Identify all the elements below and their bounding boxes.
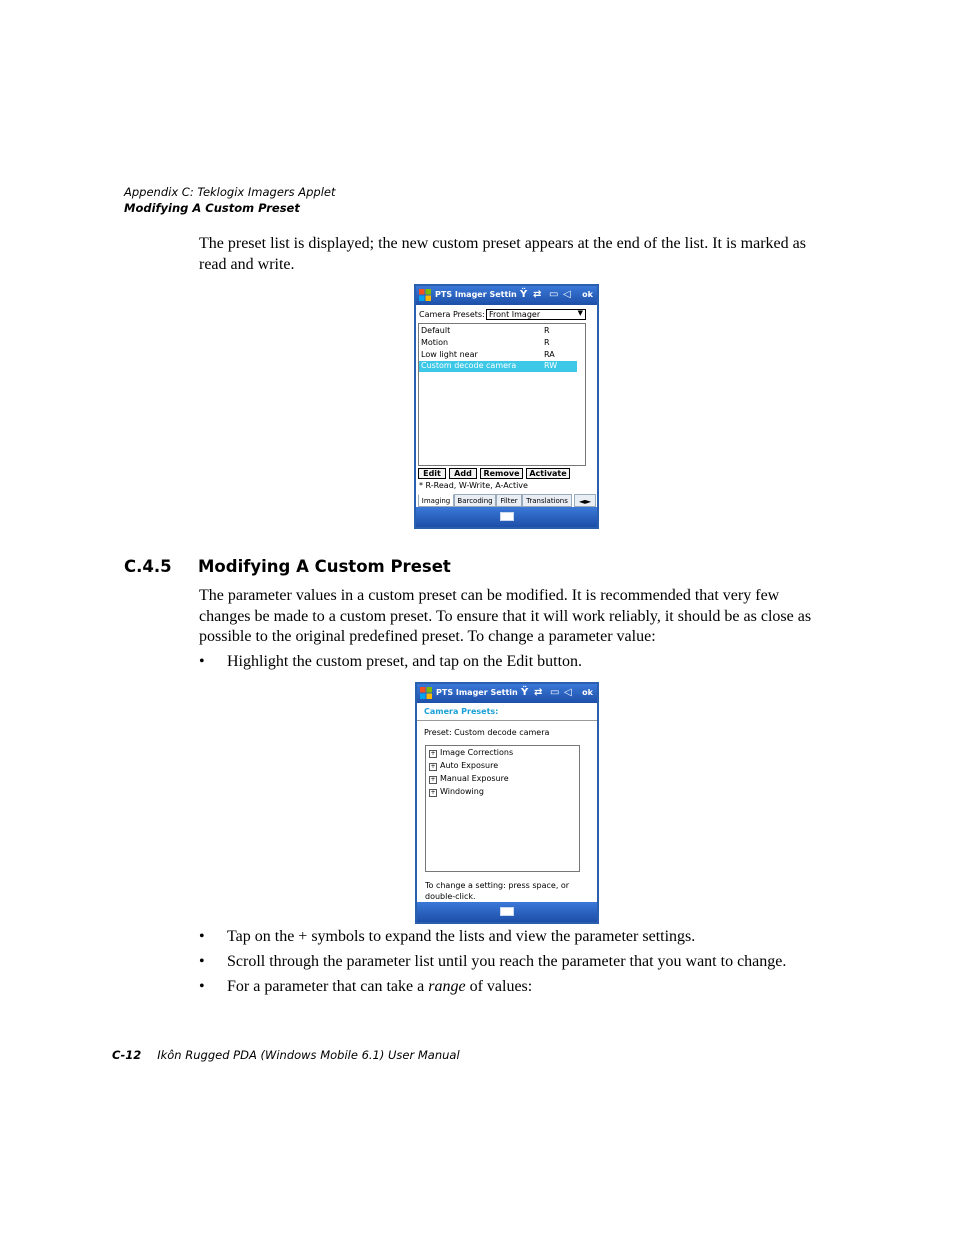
preset-mode: R xyxy=(544,326,550,335)
tree-item[interactable] xyxy=(429,774,509,784)
bullet-dot: • xyxy=(199,953,205,970)
edit-button[interactable]: Edit xyxy=(418,468,446,479)
dropdown-value: Front Imager xyxy=(489,310,541,319)
section-heading xyxy=(124,557,451,576)
list-item[interactable] xyxy=(419,338,577,349)
bullet-text-italic: range xyxy=(428,978,466,995)
chevron-down-icon[interactable]: ▼ xyxy=(577,309,583,317)
app-title: PTS Imager Settin xyxy=(435,290,517,299)
menu-bar xyxy=(416,507,597,527)
preset-list-screen xyxy=(414,284,599,529)
edit-preset-screen xyxy=(415,682,599,924)
tree-item[interactable] xyxy=(429,748,513,758)
volume-icon[interactable]: ◁ xyxy=(564,687,572,698)
preset-name: Default xyxy=(421,326,451,335)
battery-icon: ▭ xyxy=(550,687,560,698)
preset-name: Low light near xyxy=(421,350,478,359)
expand-plus-icon[interactable]: + xyxy=(430,776,436,783)
hint-line-2: double-click. xyxy=(425,892,476,901)
list-item[interactable] xyxy=(419,350,577,361)
volume-icon[interactable]: ◁ xyxy=(563,289,571,300)
running-header-chapter: Appendix C: Teklogix Imagers Applet xyxy=(124,185,336,199)
signal-icon: Ÿ xyxy=(521,687,529,698)
title-bar xyxy=(417,684,597,703)
expand-plus-icon[interactable]: + xyxy=(430,789,436,796)
add-button[interactable]: Add xyxy=(449,468,477,479)
tab-translations[interactable]: Translations xyxy=(522,494,572,507)
tree-item-label: Auto Exposure xyxy=(440,761,499,770)
preset-line: Preset: Custom decode camera xyxy=(424,728,550,737)
intro-paragraph: The preset list is displayed; the new custom preset appears at the end of the list. It is marked as read and write. xyxy=(199,235,806,273)
preset-mode: RA xyxy=(544,350,555,359)
preset-mode: R xyxy=(544,338,550,347)
page-footer xyxy=(112,1048,460,1062)
ok-button[interactable]: ok xyxy=(582,688,593,697)
preset-mode: RW xyxy=(544,361,558,370)
list-item[interactable] xyxy=(419,326,577,337)
tree-item-label: Image Corrections xyxy=(440,748,514,757)
bullet-text: Highlight the custom preset, and tap on the Edit button. xyxy=(227,653,583,670)
battery-icon: ▭ xyxy=(549,289,559,300)
preset-name: Custom decode camera xyxy=(421,361,517,370)
section-number: C.4.5 xyxy=(124,557,172,576)
bullet-dot: • xyxy=(199,653,205,670)
screen-heading: Camera Presets: xyxy=(424,707,499,716)
tab-barcoding[interactable]: Barcoding xyxy=(454,494,496,507)
keyboard-icon[interactable] xyxy=(500,907,514,916)
app-title: PTS Imager Settin xyxy=(436,688,518,697)
keyboard-icon[interactable] xyxy=(500,512,514,521)
section-paragraph: The parameter values in a custom preset can be modified. It is recommended that very few changes be made to a custom preset. To ensure that it will work reliably, it should be as close as possible to the original predefined preset. To change a parameter value: xyxy=(199,587,812,645)
running-header-section: Modifying A Custom Preset xyxy=(124,201,300,215)
page-number: C-12 xyxy=(112,1048,142,1062)
connectivity-icon: ⇄ xyxy=(534,687,543,698)
activate-button[interactable]: Activate xyxy=(526,468,570,479)
manual-title: Ikôn Rugged PDA (Windows Mobile 6.1) User Manual xyxy=(157,1048,460,1062)
tab-filter[interactable]: Filter xyxy=(496,494,522,507)
remove-button[interactable]: Remove xyxy=(480,468,523,479)
preset-list[interactable] xyxy=(418,323,586,466)
legend-text: * R-Read, W-Write, A-Active xyxy=(419,481,528,490)
tab-scroll-arrows[interactable]: ◄► xyxy=(574,494,596,507)
bullet-text-after: of values: xyxy=(465,978,533,995)
bullet-dot: • xyxy=(199,928,205,945)
tab-imaging[interactable]: Imaging xyxy=(418,494,454,507)
menu-bar xyxy=(417,902,597,922)
windows-start-icon[interactable] xyxy=(419,289,431,301)
parameter-tree[interactable] xyxy=(425,745,580,872)
windows-start-icon[interactable] xyxy=(420,687,432,699)
bullet-text-before: For a parameter that can take a xyxy=(227,978,429,995)
section-title: Modifying A Custom Preset xyxy=(198,557,451,576)
divider xyxy=(417,720,597,721)
bullet-dot: • xyxy=(199,978,205,995)
expand-plus-icon[interactable]: + xyxy=(430,763,436,770)
ok-button[interactable]: ok xyxy=(582,290,593,299)
tree-item-label: Manual Exposure xyxy=(440,774,509,783)
bullet-text: Scroll through the parameter list until you reach the parameter that you want to change. xyxy=(227,953,787,970)
expand-plus-icon[interactable]: + xyxy=(430,750,436,757)
camera-presets-label: Camera Presets: xyxy=(419,310,485,319)
signal-icon: Ÿ xyxy=(520,289,528,300)
tree-item[interactable] xyxy=(429,761,498,771)
list-item-selected[interactable] xyxy=(419,361,577,372)
preset-name: Motion xyxy=(421,338,449,347)
camera-presets-dropdown[interactable] xyxy=(486,309,586,320)
bullet-text: Tap on the + symbols to expand the lists and view the parameter settings. xyxy=(227,928,696,945)
connectivity-icon: ⇄ xyxy=(533,289,542,300)
tree-item-label: Windowing xyxy=(440,787,484,796)
bullet-text xyxy=(227,978,532,996)
title-bar xyxy=(416,286,597,305)
tree-item[interactable] xyxy=(429,787,484,797)
hint-line-1: To change a setting: press space, or xyxy=(425,881,570,890)
